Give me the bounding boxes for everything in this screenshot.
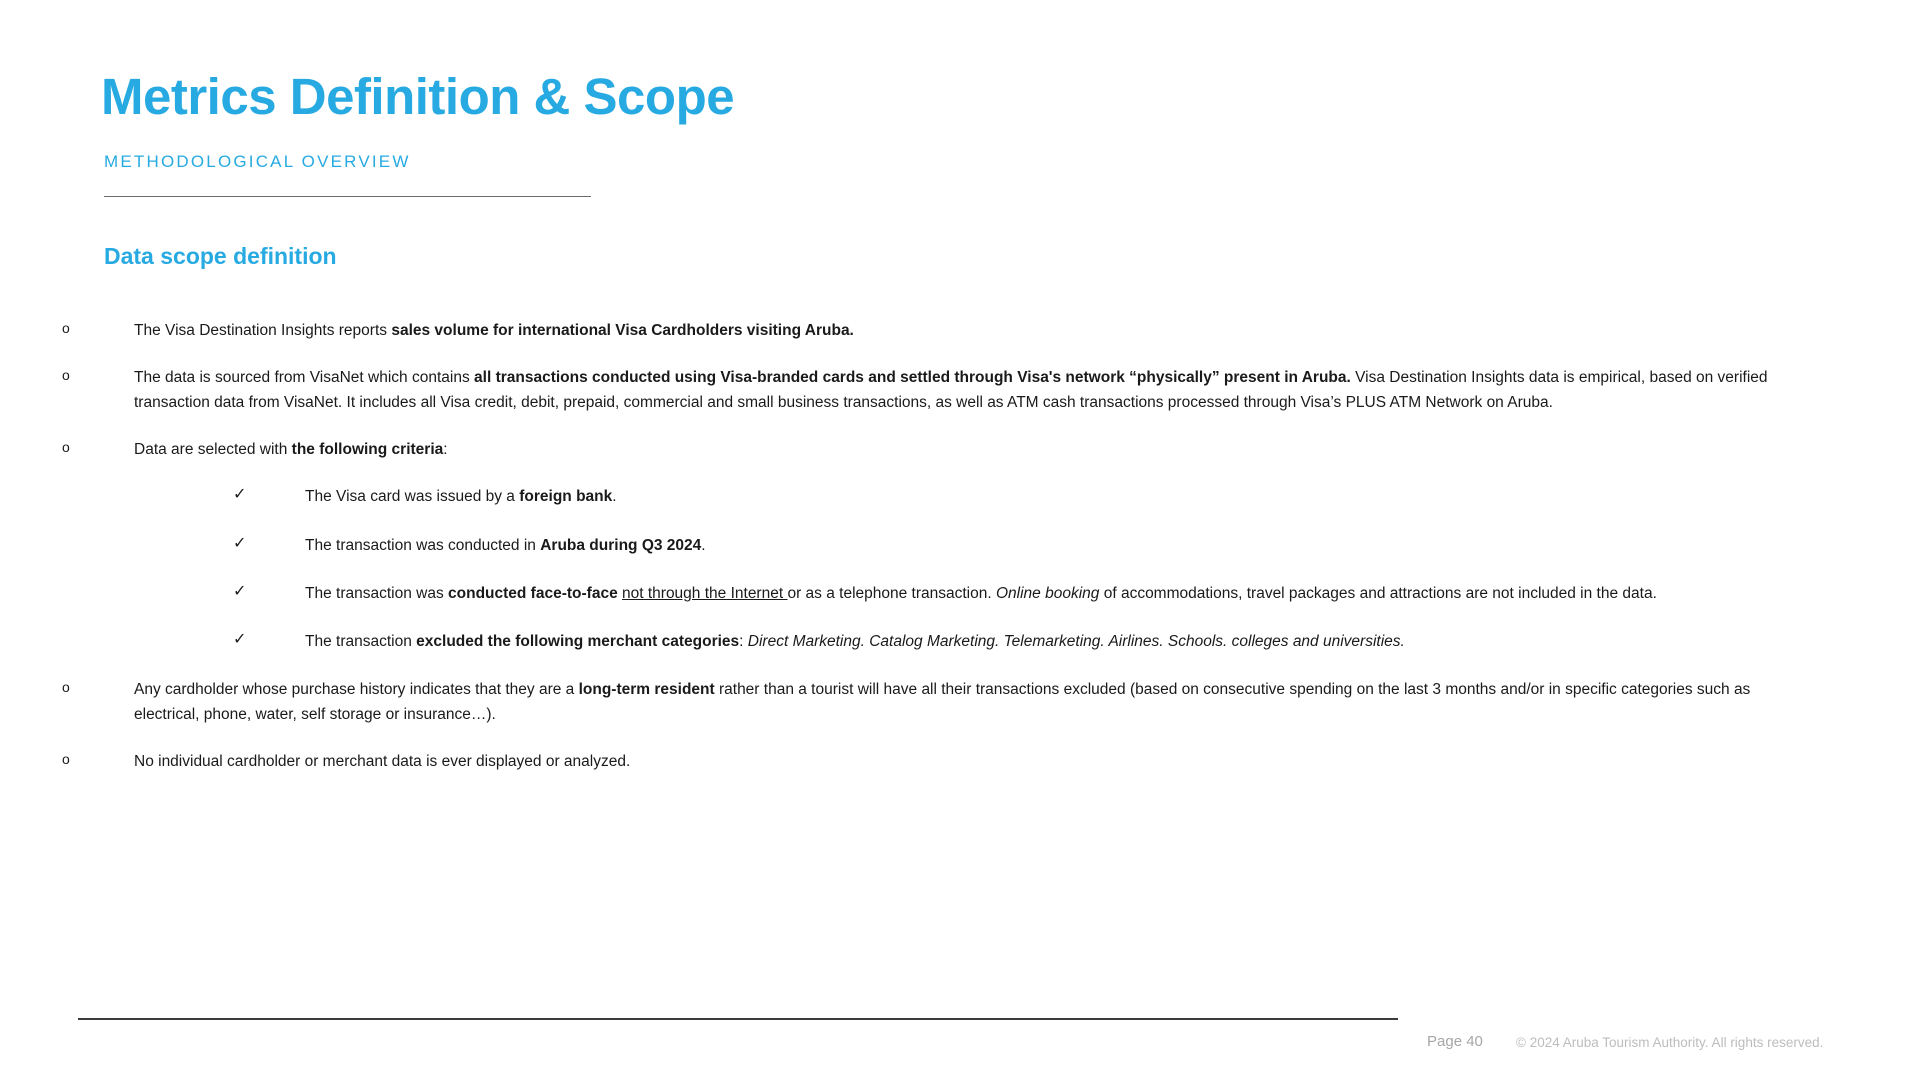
list-item xyxy=(0,677,1920,727)
checkmark-icon: ✓ xyxy=(233,582,247,600)
text-run: : xyxy=(739,632,748,650)
sub-list-item-text xyxy=(305,533,1700,558)
bullet-marker-icon: o xyxy=(62,439,70,456)
text-run: Online booking xyxy=(995,584,1100,602)
list-item-text xyxy=(134,677,1800,727)
checkmark-icon: ✓ xyxy=(233,486,247,504)
text-run: of accommodations, travel packages and attractions are not included in the data. xyxy=(1099,584,1657,602)
sub-list-item xyxy=(0,581,1920,606)
text-run: Any cardholder whose purchase history indicates that they are a xyxy=(134,680,579,698)
sub-list-item-text xyxy=(305,484,1700,509)
section-heading: Data scope definition xyxy=(104,243,337,269)
text-run: Aruba during Q3 2024 xyxy=(540,536,702,554)
text-run: or as a telephone transaction. xyxy=(787,584,996,602)
text-run: No individual cardholder or merchant data is ever displayed or analyzed. xyxy=(134,753,631,771)
list-item xyxy=(0,437,1920,462)
text-run: sales volume for international Visa Cardholders visiting Aruba. xyxy=(391,322,854,339)
text-run: Visa Destination Insights data is empirical, based on verified transaction data from VisaNet. It includes all Visa credit, debit, prepaid, commercial and small business transactions, as well as ATM cash transactions processed through Visa’s PLUS ATM Network on Aruba. xyxy=(134,369,1768,412)
bullet-list xyxy=(0,318,1920,796)
text-run: the following criteria xyxy=(291,441,444,459)
bullet-marker-icon: o xyxy=(62,367,70,384)
footer-divider xyxy=(78,1018,1398,1020)
text-run: The Visa card was issued by a xyxy=(305,488,520,506)
bullet-marker-icon: o xyxy=(62,320,70,336)
list-item xyxy=(0,749,1920,774)
sub-list-item xyxy=(0,484,1920,509)
sub-list-item xyxy=(0,629,1920,654)
list-item-text xyxy=(134,437,1800,462)
text-run: Direct Marketing. Catalog Marketing. Telemarketing. Airlines. Schools. colleges and universities. xyxy=(747,632,1405,650)
list-item xyxy=(0,318,1920,343)
list-item xyxy=(0,365,1920,415)
text-run: The transaction xyxy=(305,632,417,650)
sub-list-item-text xyxy=(305,629,1700,654)
bullet-marker-icon: o xyxy=(62,751,70,768)
list-item-text xyxy=(134,749,1800,774)
text-run: excluded the following merchant categories xyxy=(416,632,740,650)
text-run: foreign bank xyxy=(519,488,613,506)
checkmark-icon: ✓ xyxy=(233,534,247,552)
text-run: conducted face-to-face xyxy=(448,584,622,602)
sub-list xyxy=(0,484,1920,653)
text-run: Data are selected with xyxy=(134,441,292,459)
list-item-text xyxy=(134,365,1800,415)
text-run: all transactions conducted using Visa-branded cards and settled through Visa's network “physically” present in Aruba. xyxy=(474,369,1351,387)
text-run: The transaction was conducted in xyxy=(305,536,541,554)
page-number: Page 40 xyxy=(1427,1033,1483,1050)
list-item-text xyxy=(134,318,1800,343)
text-run: The transaction was xyxy=(305,584,449,602)
sub-list-item-text xyxy=(305,581,1700,606)
copyright-notice: © 2024 Aruba Tourism Authority. All rights reserved. xyxy=(1516,1035,1824,1050)
bullet-marker-icon: o xyxy=(62,678,70,695)
sub-list-item xyxy=(0,533,1920,558)
text-run: not through the Internet xyxy=(622,584,788,602)
page-title: Metrics Definition & Scope xyxy=(101,68,735,125)
checkmark-icon: ✓ xyxy=(233,630,247,648)
text-run: : xyxy=(443,441,448,459)
text-run: The data is sourced from VisaNet which contains xyxy=(134,369,475,387)
title-divider xyxy=(104,196,591,197)
text-run: . xyxy=(701,536,706,554)
text-run: . xyxy=(612,488,617,506)
text-run: The Visa Destination Insights reports xyxy=(134,322,392,339)
page-subtitle: METHODOLOGICAL OVERVIEW xyxy=(104,152,411,171)
text-run: long-term resident xyxy=(578,680,715,698)
text-run: rather than a tourist will have all their transactions excluded (based on consecutive spending on the last 3 months and/or in specific categories such as electrical, phone, water, self storage or insurance…). xyxy=(134,680,1751,723)
